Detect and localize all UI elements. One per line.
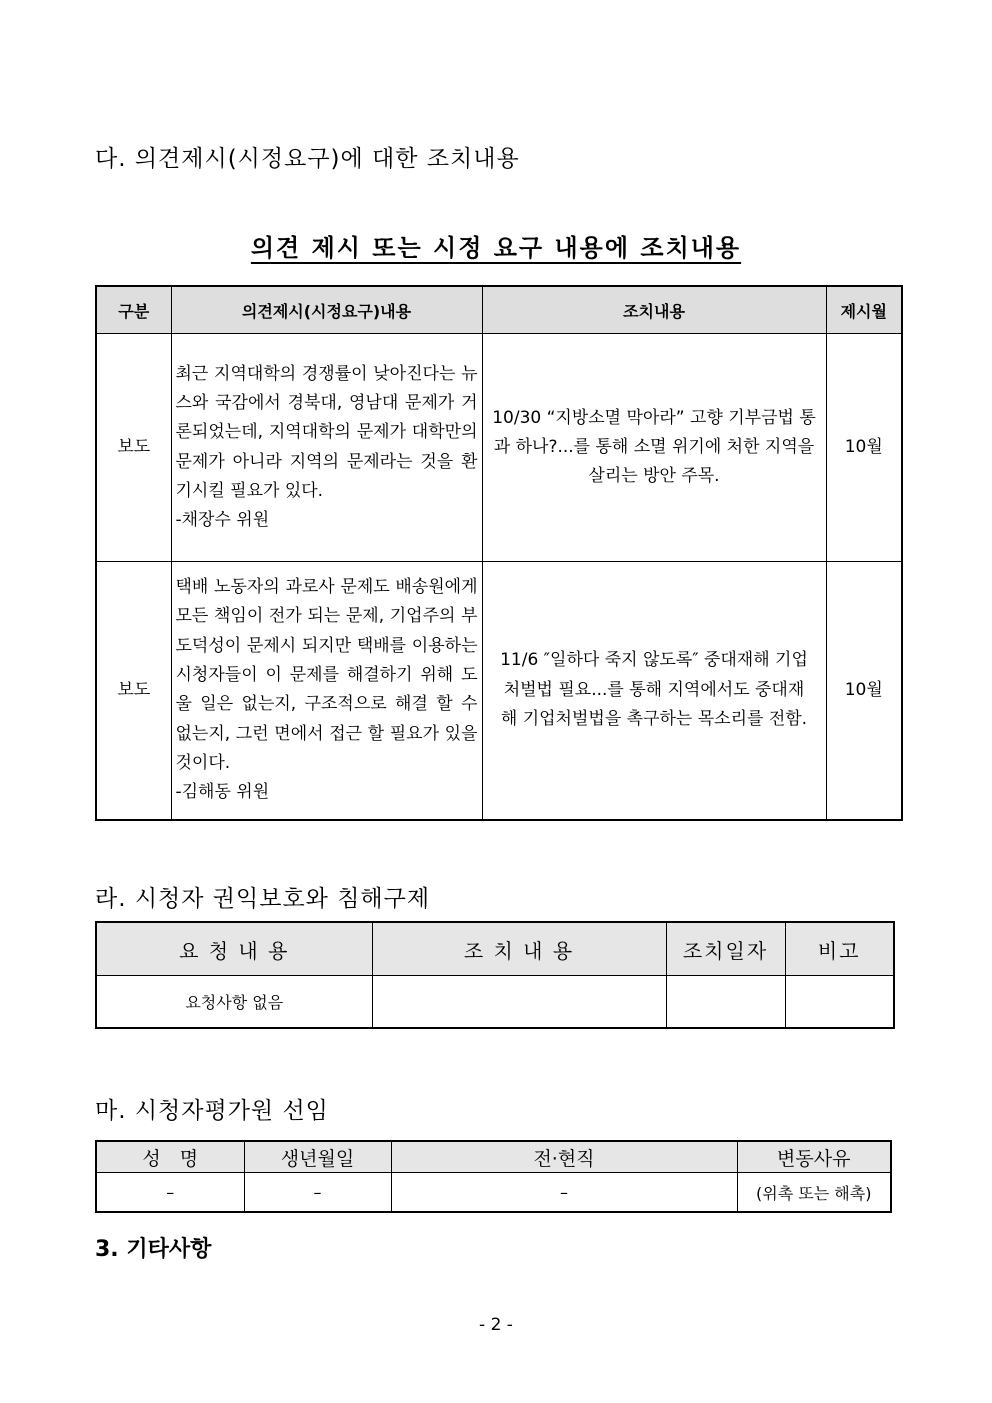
row-opinion xyxy=(171,562,482,820)
page-number: - 2 - xyxy=(479,1315,513,1335)
header-month: 제시월 xyxy=(826,286,902,334)
header-request: 요 청 내 용 xyxy=(96,922,372,976)
row-action xyxy=(482,562,826,820)
header-note: 비고 xyxy=(785,922,894,976)
header-position: 전·현직 xyxy=(391,1141,737,1173)
section-da-heading: 다. 의견제시(시정요구)에 대한 조치내용 xyxy=(95,146,520,172)
header-reason: 변동사유 xyxy=(737,1141,891,1173)
table-header-row xyxy=(96,286,902,334)
opinion-action-table xyxy=(95,285,903,821)
evaluator-table xyxy=(95,1140,892,1213)
row-category: 보도 xyxy=(96,562,171,820)
opinion-text: 택배 노동자의 과로사 문제도 배송원에게 모든 책임이 전가 되는 문제, 기업주의 부도덕성이 문제시 되지만 택배를 이용하는 시청자들이 이 문제를 해결하기 위해 도울 일은 없는지, 구조적으로 해결 할 수 없는지, 그런 면에서 접근 할 필요가 있을 것이다. xyxy=(175,577,478,773)
action-text: 11/6 ″일하다 죽지 않도록″ 중대재해 기업처벌법 필요...를 통해 지역에서도 중대재해 기업처벌법을 촉구하는 목소리를 전함. xyxy=(500,650,808,729)
action-text: 10/30 “지방소멸 막아라” 고향 기부금법 통과 하나?...를 통해 소멸 위기에 처한 지역을 살리는 방안 주목. xyxy=(492,407,816,487)
cell-position: – xyxy=(391,1173,737,1213)
cell-birthdate: – xyxy=(244,1173,391,1213)
cell-request: 요청사항 없음 xyxy=(96,976,372,1029)
cell-date xyxy=(666,976,785,1029)
table1-title: 의견 제시 또는 시정 요구 내용에 조치내용 xyxy=(250,234,742,262)
opinion-text: 최근 지역대학의 경쟁률이 낮아진다는 뉴스와 국감에서 경북대, 영남대 문제가 거론되었는데, 지역대학의 문제가 대학만의 문제가 아니라 지역의 문제라는 것을 환기시킬 필요가 있다. xyxy=(175,363,478,501)
row-month: 10월 xyxy=(826,562,902,820)
row-month: 10월 xyxy=(826,334,902,562)
cell-note xyxy=(785,976,894,1029)
table-row xyxy=(96,334,902,562)
header-measure: 조 치 내 용 xyxy=(372,922,666,976)
opinion-author: -김해동 위원 xyxy=(175,782,270,803)
opinion-author: -채장수 위원 xyxy=(175,510,270,531)
row-opinion xyxy=(171,334,482,562)
table-header-row xyxy=(96,1141,891,1173)
table-header-row xyxy=(96,922,894,976)
header-category: 구분 xyxy=(96,286,171,334)
section-3-heading: 3. 기타사항 xyxy=(95,1237,212,1262)
cell-name: – xyxy=(96,1173,244,1213)
viewer-rights-table xyxy=(95,921,895,1029)
header-action: 조치내용 xyxy=(482,286,826,334)
header-birthdate: 생년월일 xyxy=(244,1141,391,1173)
cell-reason: (위촉 또는 해촉) xyxy=(737,1173,891,1213)
section-ra-heading: 라. 시청자 권익보호와 침해구제 xyxy=(95,886,431,912)
table-row xyxy=(96,976,894,1029)
section-ma-heading: 마. 시청자평가원 선임 xyxy=(95,1098,329,1124)
header-date: 조치일자 xyxy=(666,922,785,976)
row-action xyxy=(482,334,826,562)
table-row xyxy=(96,562,902,820)
cell-measure xyxy=(372,976,666,1029)
header-opinion: 의견제시(시정요구)내용 xyxy=(171,286,482,334)
header-name: 성 명 xyxy=(96,1141,244,1173)
row-category: 보도 xyxy=(96,334,171,562)
table-row xyxy=(96,1173,891,1213)
